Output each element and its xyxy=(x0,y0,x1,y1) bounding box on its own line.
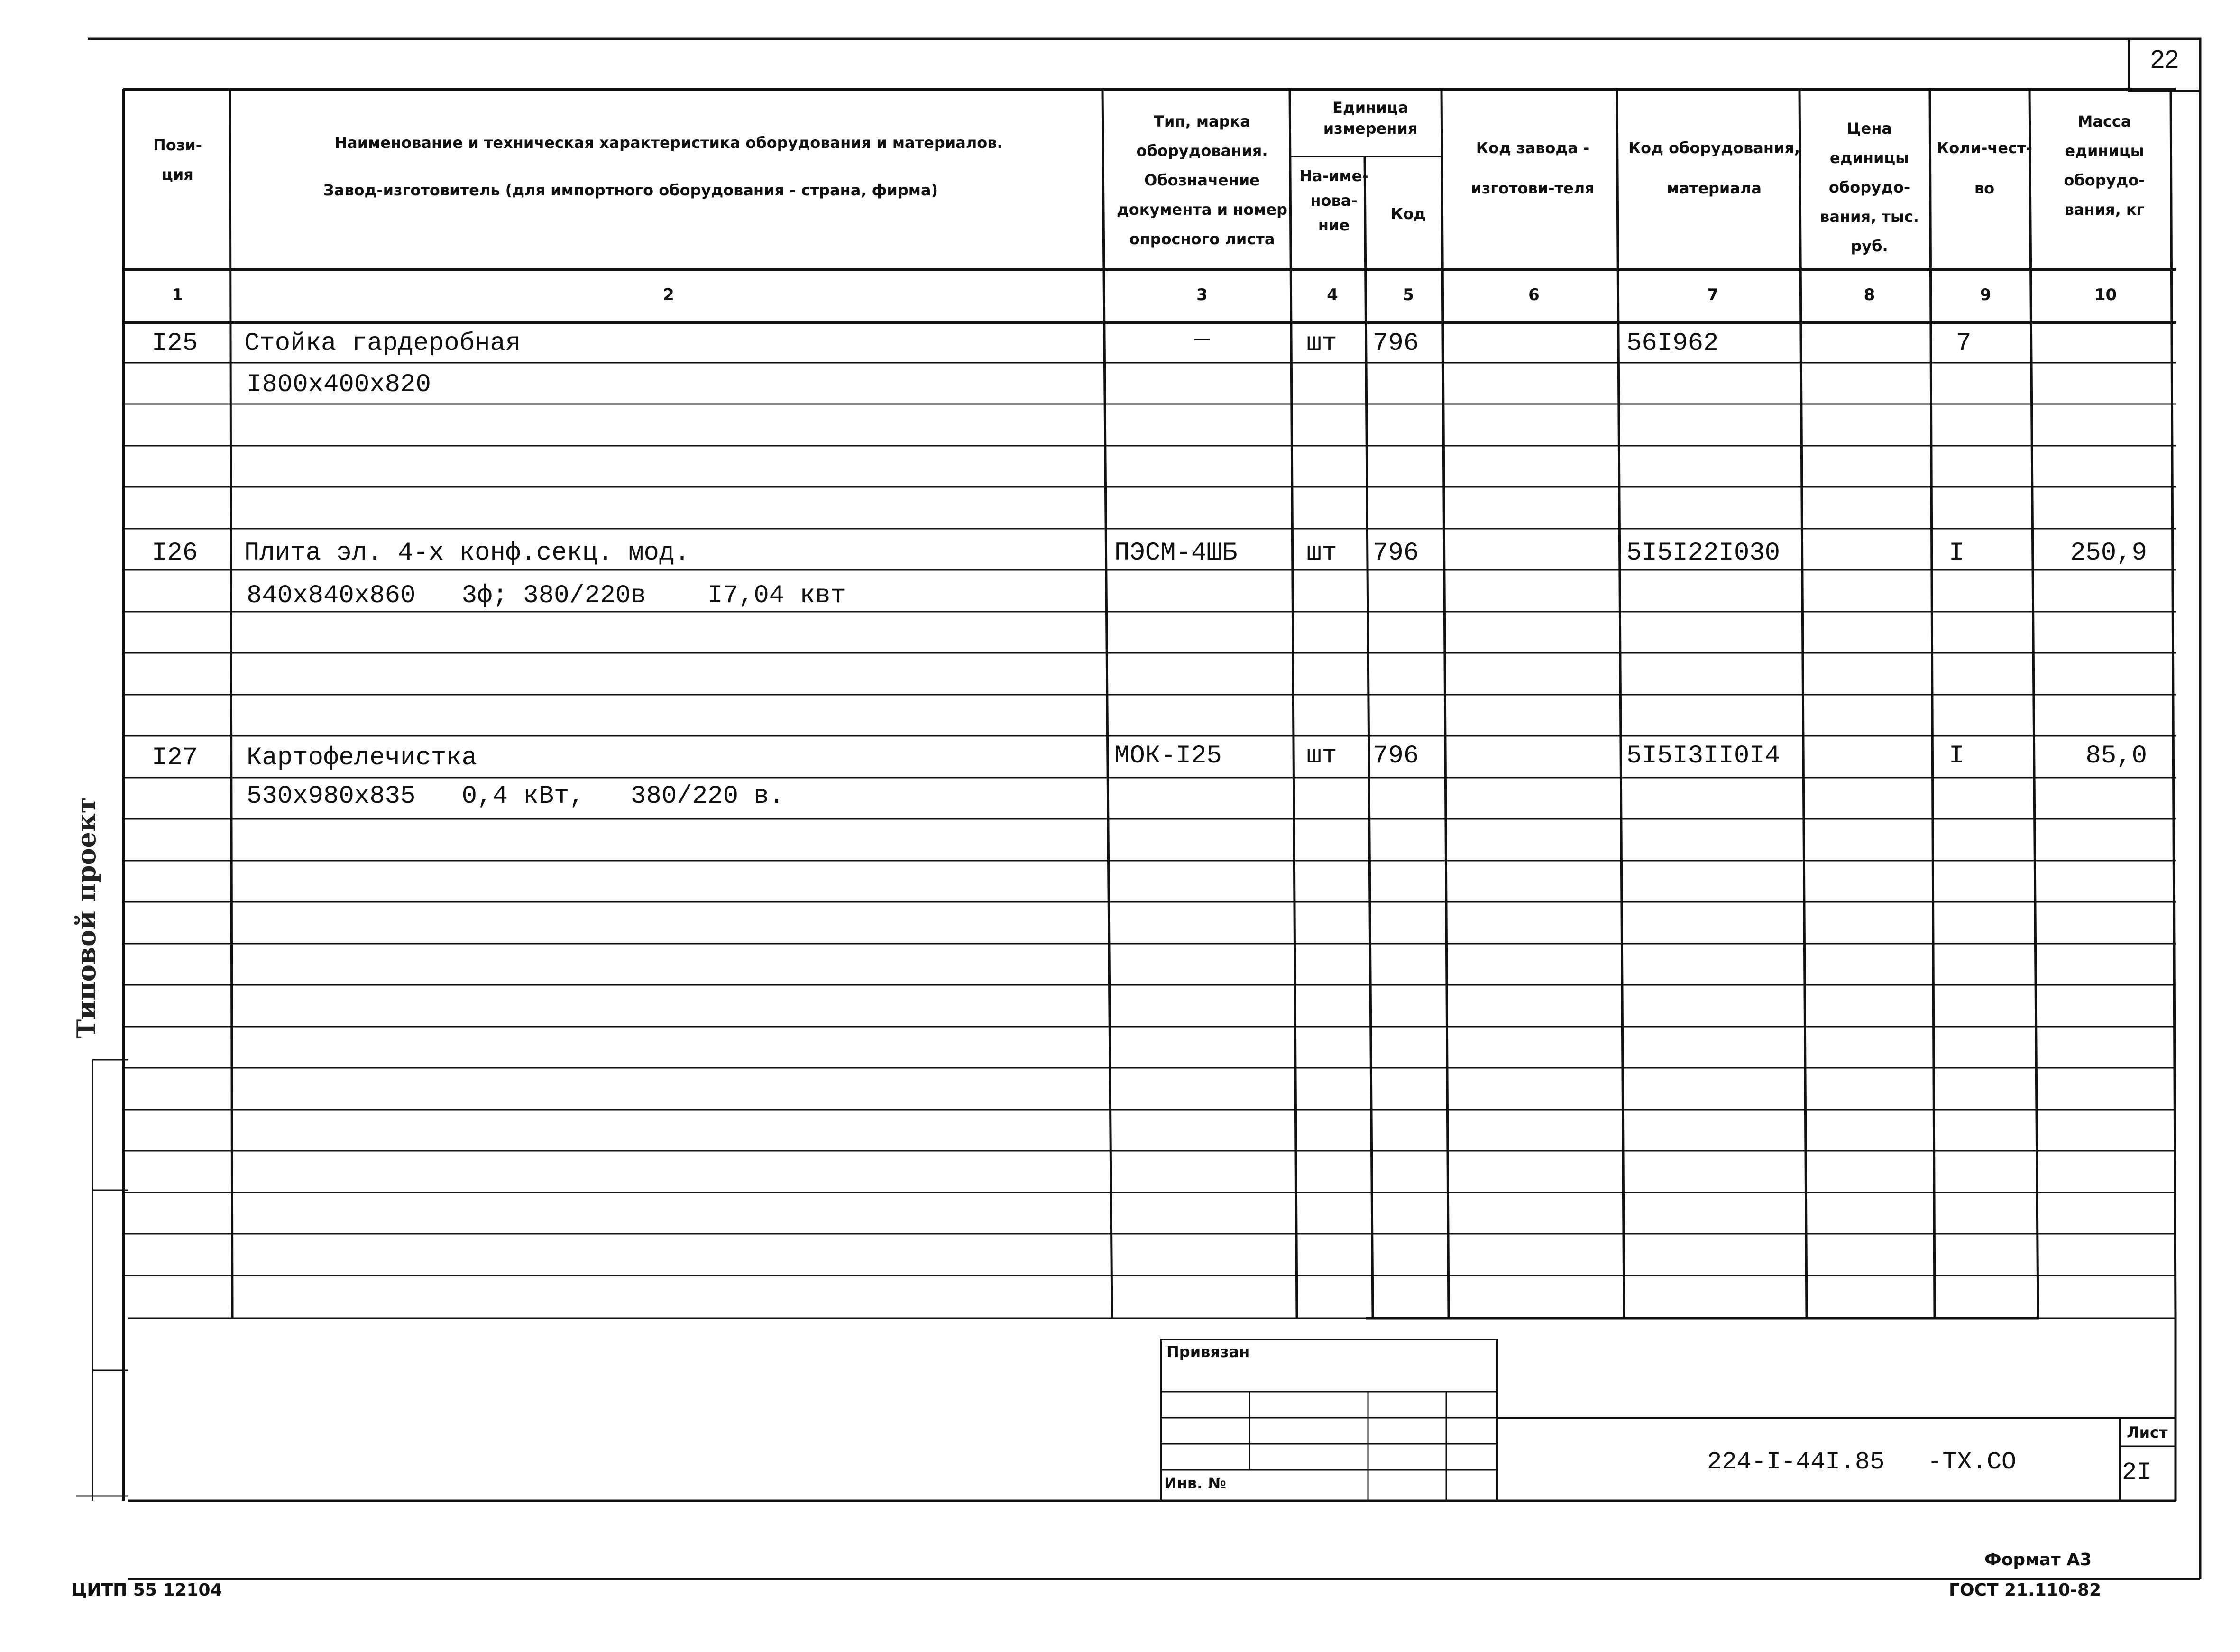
column-number: 1 xyxy=(172,285,184,304)
row-mass: 85,0 xyxy=(2085,742,2147,771)
column-number: 2 xyxy=(663,285,674,304)
header-type: Тип, марка оборудования. Обозначение документа и номер опросного листа xyxy=(1116,112,1288,248)
column-number: 8 xyxy=(1864,285,1875,304)
row-name: Стойка гардеробная xyxy=(244,329,521,358)
row-qty: I xyxy=(1949,742,1965,771)
header-unit-code: Код xyxy=(1391,205,1426,223)
header-price: Цена единицы оборудо-вания, тыс. руб. xyxy=(1820,119,1919,255)
row-equip-code: 5I5I22I030 xyxy=(1626,539,1781,568)
column-number: 5 xyxy=(1403,285,1414,304)
row-equip-code: 5I5I3II0I4 xyxy=(1626,742,1781,771)
row-unit: шт xyxy=(1306,742,1337,771)
stamp-inventory-label: Инв. № xyxy=(1164,1474,1226,1492)
column-number: 3 xyxy=(1196,285,1208,304)
column-number: 7 xyxy=(1707,285,1719,304)
column-number: 10 xyxy=(2094,285,2117,304)
header-qty: Коли-чест-во xyxy=(1937,139,2032,197)
gost-label: ГОСТ 21.110-82 xyxy=(1949,1580,2102,1600)
header-factory-code: Код завода - изготови-теля xyxy=(1471,139,1595,197)
margin-project-label: Типовой проект xyxy=(71,797,101,1038)
row-mass: 250,9 xyxy=(2070,539,2147,568)
row-unit-code: 796 xyxy=(1373,329,1419,358)
row-name: Картофелечистка xyxy=(247,743,477,772)
row-position: I25 xyxy=(152,329,198,358)
header-unit-name: На-име-нова-ние xyxy=(1299,167,1368,234)
document-code: 224-I-44I.85 xyxy=(1707,1448,1885,1476)
row-name-detail: I800x400x820 xyxy=(247,370,431,399)
column-number: 4 xyxy=(1327,285,1338,304)
format-label: Формат А3 xyxy=(1984,1550,2092,1569)
row-name-detail: 530x980x835 0,4 кВт, 380/220 в. xyxy=(247,782,785,811)
row-unit: шт xyxy=(1306,329,1337,358)
row-qty: 7 xyxy=(1956,329,1972,358)
row-unit-code: 796 xyxy=(1373,539,1419,568)
header-mass: Масса единицы оборудо-вания, кг xyxy=(2064,112,2145,219)
left-code-label: ЦИТП 55 12104 xyxy=(71,1580,222,1600)
row-position: I27 xyxy=(152,743,198,772)
stamp-linked-label: Привязан xyxy=(1166,1343,1250,1361)
row-unit: шт xyxy=(1306,539,1337,568)
page-number: 22 xyxy=(2150,45,2179,73)
row-qty: I xyxy=(1949,539,1965,568)
header-equip-code: Код оборудования, материала xyxy=(1628,139,1800,197)
header-unit: Единица измерения xyxy=(1323,99,1418,138)
sheet-number: 2I xyxy=(2122,1459,2152,1487)
row-type: — xyxy=(1194,325,1210,354)
row-type: ПЭСМ-4ШБ xyxy=(1114,539,1238,568)
row-position: I26 xyxy=(152,539,198,568)
row-name-detail: 840x840x860 3ф; 380/220в I7,04 квт xyxy=(247,581,846,610)
sheet-label: Лист xyxy=(2127,1423,2168,1441)
header-name-line1: Наименование и техническая характеристика оборудования и материалов. xyxy=(334,134,1003,152)
row-type: МОК-I25 xyxy=(1114,742,1222,771)
row-name: Плита эл. 4-х конф.секц. мод. xyxy=(244,539,690,568)
column-number: 6 xyxy=(1528,285,1540,304)
row-equip-code: 56I962 xyxy=(1626,329,1719,358)
header-position: Пози- ция xyxy=(153,136,202,184)
column-number: 9 xyxy=(1980,285,1992,304)
document-suffix: -ТХ.СО xyxy=(1928,1448,2017,1476)
row-unit-code: 796 xyxy=(1373,742,1419,771)
header-name-line2: Завод-изготовитель (для импортного оборудования - страна, фирма) xyxy=(323,181,938,199)
